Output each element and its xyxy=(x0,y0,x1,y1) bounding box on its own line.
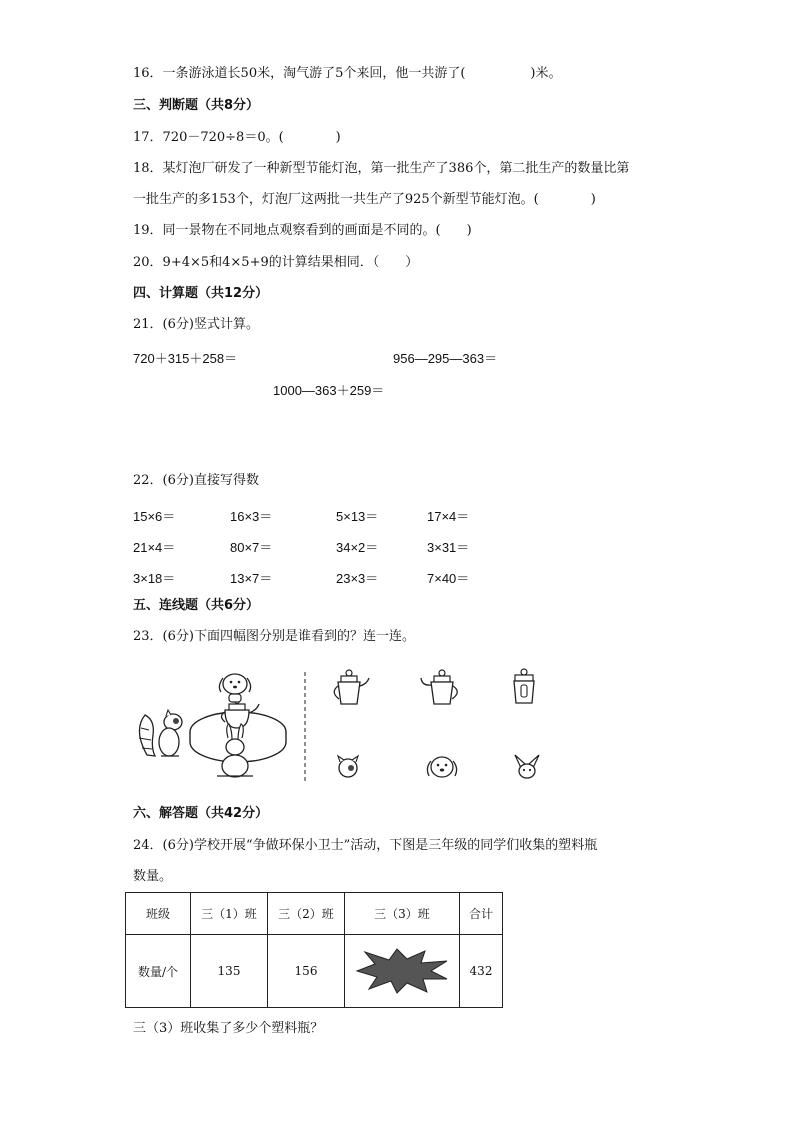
question-23: 23．(6分)下面四幅图分别是谁看到的？连一连。 xyxy=(133,629,415,644)
table-header-cell: 班级 xyxy=(126,893,191,935)
dog-head-icon xyxy=(424,752,460,782)
question-18-line1: 18．某灯泡厂研发了一种新型节能灯泡，第一批生产了386个，第二批生产的数量比第 xyxy=(133,161,630,176)
oral-calc: 23×3＝ xyxy=(336,571,379,586)
section-title-application: 六、解答题（共42分） xyxy=(133,806,269,821)
question-24-line2: 数量。 xyxy=(133,869,173,884)
bottle-count-table xyxy=(125,892,503,1008)
table-cell: 156 xyxy=(268,935,345,1008)
dog-icon xyxy=(219,674,250,702)
vertical-calc-2: 956—295—363＝ xyxy=(393,351,498,366)
vertical-calc-3: 1000—363＋259＝ xyxy=(273,383,385,398)
oral-calc: 21×4＝ xyxy=(133,540,176,555)
table-cell-covered xyxy=(345,935,460,1008)
question-24-prompt: 三（3）班收集了多少个塑料瓶？ xyxy=(133,1021,324,1036)
teapot-side-view-icon xyxy=(327,668,371,708)
table-cell: 135 xyxy=(191,935,268,1008)
table-header-cell: 三（3）班 xyxy=(345,893,460,935)
oral-calc: 5×13＝ xyxy=(336,509,379,524)
oral-calc: 3×18＝ xyxy=(133,571,176,586)
section-title-calculation: 四、计算题（共12分） xyxy=(133,286,269,301)
table-header-row xyxy=(126,893,503,935)
question-18-line2: 一批生产的多153个，灯泡厂这两批一共生产了925个新型节能灯泡。( ) xyxy=(133,192,596,207)
table-header-cell: 三（1）班 xyxy=(191,893,268,935)
teapot-handle-view-icon xyxy=(418,668,466,708)
question-22: 22．(6分)直接写得数 xyxy=(133,473,259,488)
table-cell: 432 xyxy=(460,935,503,1008)
oral-calc: 16×3＝ xyxy=(230,509,273,524)
section-title-judgement: 三、判断题（共8分） xyxy=(133,98,260,113)
question-24-line1: 24．(6分)学校开展“争做环保小卫士”活动，下图是三年级的同学们收集的塑料瓶 xyxy=(133,838,598,853)
teapot-front-view-icon xyxy=(509,667,539,707)
table-header-cell: 合计 xyxy=(460,893,503,935)
section-title-matching: 五、连线题（共6分） xyxy=(133,598,260,613)
question-17: 17．720－720÷8＝0。( ) xyxy=(133,130,341,145)
oral-calc: 3×31＝ xyxy=(427,540,470,555)
vertical-calc-1: 720＋315＋258＝ xyxy=(133,351,238,366)
squirrel-head-icon xyxy=(334,753,362,781)
oral-calc: 80×7＝ xyxy=(230,540,273,555)
covered-blot-icon xyxy=(355,948,449,994)
squirrel-icon xyxy=(139,710,182,756)
scene-illustration xyxy=(133,670,293,785)
rabbit-head-icon xyxy=(512,752,542,782)
table-header-cell: 三（2）班 xyxy=(268,893,345,935)
oral-calc: 17×4＝ xyxy=(427,509,470,524)
divider-dashed-line xyxy=(302,672,308,784)
question-19: 19．同一景物在不同地点观察看到的画面是不同的。( ) xyxy=(133,223,472,238)
table-row xyxy=(126,935,503,1008)
question-16: 16．一条游泳道长50米，淘气游了5个来回，他一共游了( )米。 xyxy=(133,66,562,81)
question-21: 21．(6分)竖式计算。 xyxy=(133,317,259,332)
oral-calc: 34×2＝ xyxy=(336,540,379,555)
question-20: 20．9+4×5和4×5+9的计算结果相同．（ ） xyxy=(133,255,419,270)
oral-calc: 15×6＝ xyxy=(133,509,176,524)
oral-calc: 7×40＝ xyxy=(427,571,470,586)
table-row-label: 数量/个 xyxy=(126,935,191,1008)
oral-calc: 13×7＝ xyxy=(230,571,273,586)
